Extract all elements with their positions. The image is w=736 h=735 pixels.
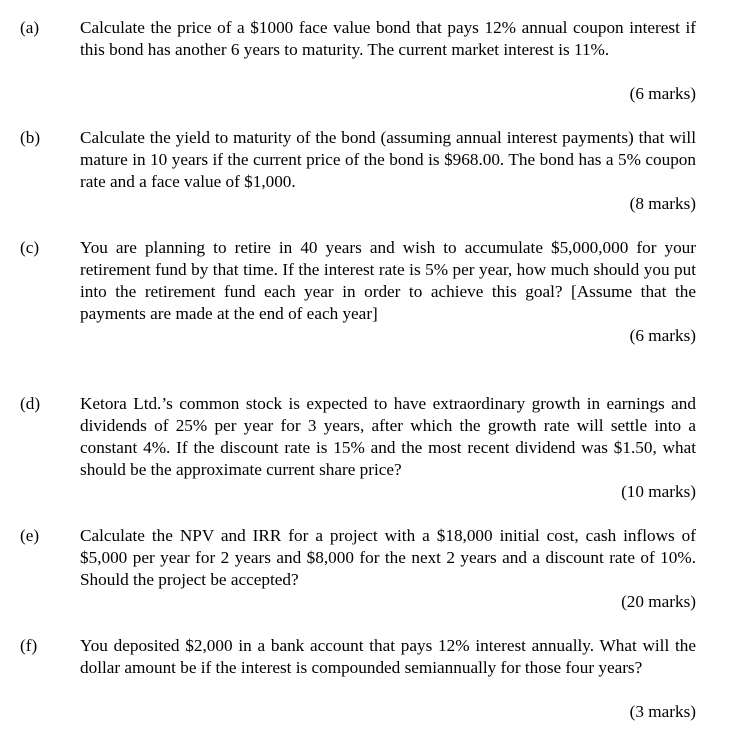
- question-text: Ketora Ltd.’s common stock is expected to have extraordinary growth in earnings and dividends of 25% per year for 3 years, after which the growth rate will settle into a constant 4%. If the discount rate is 15% and the most recent dividend was $1.50, what should be the approximate current share price?: [80, 394, 696, 479]
- question-marks: (6 marks): [629, 326, 696, 345]
- question-text: Calculate the price of a $1000 face value bond that pays 12% annual coupon interest if this bond has another 6 years to maturity. The current market interest is 11%.: [80, 18, 696, 59]
- question-label: (d): [20, 394, 41, 413]
- question-marks: (8 marks): [629, 194, 696, 213]
- question-marks: (6 marks): [629, 84, 696, 103]
- question-text: Calculate the yield to maturity of the bond (assuming annual interest payments) that will mature in 10 years if the current price of the bond is $968.00. The bond has a 5% coupon rate and a face value of $1,000.: [80, 128, 696, 191]
- question-label: (e): [20, 526, 40, 545]
- question-text: You are planning to retire in 40 years and wish to accumulate $5,000,000 for your retirement fund by that time. If the interest rate is 5% per year, how much should you put into the retirement fund each year in order to achieve this goal? [Assume that the payments are made at the end of each year]: [80, 238, 696, 323]
- question-label: (a): [20, 18, 40, 37]
- question-label: (c): [20, 238, 40, 257]
- question-marks: (20 marks): [621, 592, 696, 611]
- question-label: (b): [20, 128, 41, 147]
- question-text: You deposited $2,000 in a bank account that pays 12% interest annually. What will the dollar amount be if the interest is compounded semiannually for those four years?: [80, 636, 696, 677]
- question-marks: (10 marks): [621, 482, 696, 501]
- question-text: Calculate the NPV and IRR for a project with a $18,000 initial cost, cash inflows of $5,000 per year for 2 years and $8,000 for the next 2 years and a discount rate of 10%. Should the project be accepted?: [80, 526, 696, 589]
- question-label: (f): [20, 636, 38, 655]
- question-marks: (3 marks): [629, 702, 696, 721]
